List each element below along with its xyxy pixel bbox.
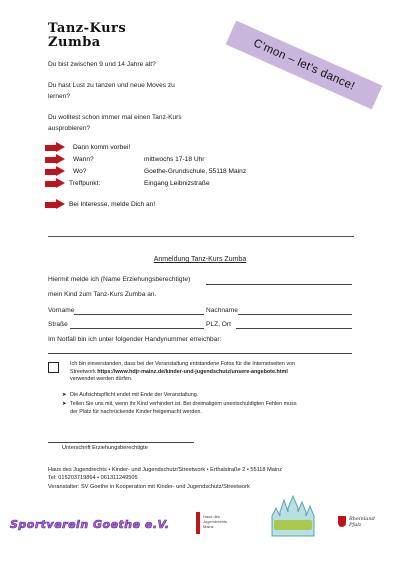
- consent-line-2-prefix: Streetwork: [70, 368, 98, 375]
- form-title: [0, 256, 400, 263]
- plz-label: PLZ, Ort: [206, 321, 231, 328]
- dance-banner-text: C'mon – let's dance!: [251, 37, 357, 93]
- dance-banner: [226, 21, 383, 110]
- arrow-icon: [45, 142, 65, 153]
- plz-field[interactable]: [236, 328, 352, 329]
- intro-question-3: Du wolltest schon immer mal einen Tanz-Kurs ausprobieren?: [48, 114, 182, 132]
- bullet-absence-line-2: der Platz für nachrückende Kinder freigemacht werden.: [70, 408, 202, 415]
- nachname-label: Nachname: [206, 307, 238, 314]
- where-value: Goethe-Grundschule, 55118 Mainz: [144, 168, 247, 175]
- guardian-name-field[interactable]: [206, 284, 352, 285]
- meet-value: Eingang Leibnizstraße: [144, 180, 210, 187]
- phone-field[interactable]: [48, 353, 352, 354]
- strasse-field[interactable]: [70, 328, 204, 329]
- rlp-logo-text: [349, 516, 375, 528]
- bullet-arrow-icon: ➤: [62, 392, 67, 398]
- sportverein-logo: Sportverein Goethe e.V.: [10, 518, 170, 531]
- consent-link[interactable]: https://www.hdjr-mainz.de/kinder-und-jugendschutz/unsere-angebote.html: [97, 368, 288, 375]
- hdjr-logo-bar: [196, 512, 200, 534]
- come-by-text: Dann komm vorbei!: [73, 144, 131, 151]
- rlp-crest-icon: [338, 516, 346, 527]
- intro-question-1: Du bist zwischen 9 und 14 Jahre alt?: [48, 61, 156, 68]
- hdjr-logo-line-3: Mainz: [203, 524, 214, 529]
- arrow-icon: [45, 178, 65, 189]
- rlp-logo: [338, 514, 388, 534]
- hdjr-logo-line-1: Haus des: [203, 514, 220, 519]
- rlp-logo-line-1: Rheinland: [349, 516, 375, 522]
- signature-field[interactable]: [48, 442, 194, 443]
- when-label: Wann?: [73, 156, 94, 163]
- footer-phone: Tel: 015203719864 • 061311249505: [48, 475, 138, 482]
- arrow-icon: [45, 154, 65, 165]
- page-title: [48, 22, 126, 50]
- meet-label: Treffpunkt:: [69, 180, 101, 187]
- title-line-1: Tanz-Kurs: [48, 21, 127, 36]
- consent-line-3: verwendet werden dürfen.: [70, 376, 133, 383]
- footer-organizer: Veranstalter: SV Goethe in Kooperation mit Kinder- und Jugendschutz/Streetwork: [48, 483, 250, 490]
- rlp-logo-line-2: Pfalz: [349, 522, 362, 528]
- when-value: mittwochs 17-18 Uhr: [144, 156, 205, 163]
- consent-text: [70, 361, 370, 384]
- vorname-label: Vorname: [48, 307, 75, 314]
- hdjr-logo-line-2: Jugendrechts: [203, 519, 228, 524]
- consent-checkbox[interactable]: [48, 362, 59, 373]
- separator-line: [48, 236, 354, 237]
- intro-question-2: Du hast Lust zu tanzen und neue Moves zu lernen?: [48, 82, 175, 100]
- bullet-absence: [70, 401, 370, 416]
- vorname-field[interactable]: [74, 314, 204, 315]
- form-title-text: Anmeldung Tanz-Kurs Zumba: [153, 256, 247, 263]
- signature-label: Unterschrift Erziehungsberechtigte: [62, 445, 148, 451]
- bullet-absence-line-1: Teilen Sie uns mit, wenn ihr Kind verhindert ist. Bei dreimaligem unentschuldigten Fehlen muss: [70, 401, 297, 407]
- info-list: [45, 142, 345, 214]
- emergency-label: Im Notfall bin ich unter folgender Handynummer erreichbar:: [48, 336, 222, 343]
- form-line-guardian: Hiermit melde ich (Name Erziehungsberechtigte): [48, 276, 191, 283]
- form-line-registration: mein Kind zum Tanz-Kurs Zumba an.: [48, 291, 157, 298]
- consent-line-1: Ich bin einverstanden, dass bei der Veranstaltung entstandene Fotos für die Internetseiten von: [70, 361, 296, 367]
- consent-line-2: [70, 369, 370, 377]
- hdjr-logo: [196, 512, 230, 536]
- footer: [48, 466, 282, 491]
- bullet-supervision: Die Aufsichtspflicht endet mit Ende der Veranstaltung.: [70, 392, 199, 398]
- bullet-arrow-icon: ➤: [62, 401, 67, 407]
- where-label: Wo?: [73, 168, 87, 175]
- streetwork-logo-icon: [270, 494, 316, 538]
- arrow-icon: [45, 199, 65, 210]
- interest-text: Bei Interesse, melde Dich an!: [69, 201, 156, 208]
- title-line-2: Zumba: [48, 35, 101, 50]
- footer-address: Haus des Jugendrechts • Kinder- und Jugendschutz/Streetwork • Erthalstraße 2 • 55118 Mainz: [48, 467, 282, 473]
- hdjr-logo-text: [203, 514, 227, 529]
- nachname-field[interactable]: [238, 314, 352, 315]
- arrow-icon: [45, 166, 65, 177]
- strasse-label: Straße: [48, 321, 68, 328]
